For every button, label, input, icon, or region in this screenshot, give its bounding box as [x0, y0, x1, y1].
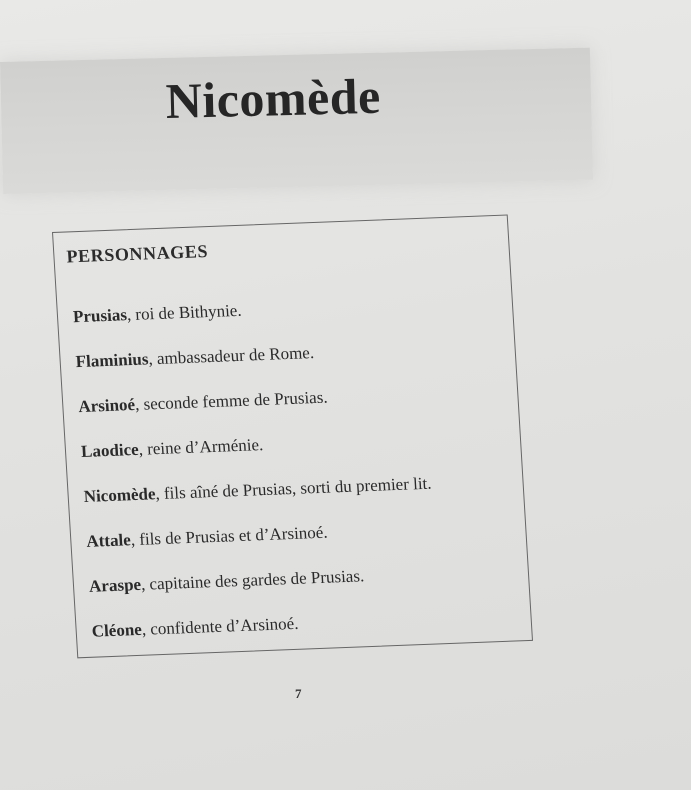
- character-description: , ambassadeur de Rome.: [147, 343, 315, 369]
- cast-heading: PERSONNAGES: [65, 241, 209, 267]
- character-description: , reine d’Arménie.: [138, 435, 264, 459]
- page-number: 7: [295, 686, 302, 701]
- character-description: , capitaine des gardes de Prusias.: [140, 566, 365, 594]
- character-description: , roi de Bithynie.: [126, 300, 243, 325]
- character-name: Laodice: [80, 439, 140, 462]
- character-name: Araspe: [88, 574, 142, 596]
- character-description: , confidente d’Arsinoé.: [141, 613, 299, 639]
- character-description: , seconde femme de Prusias.: [134, 387, 329, 414]
- character-description: , fils aîné de Prusias, sorti du premier lit.: [154, 473, 433, 504]
- character-name: Nicomède: [83, 484, 157, 506]
- character-name: Prusias: [72, 305, 128, 327]
- character-name: Flaminius: [75, 349, 149, 372]
- character-description: , fils de Prusias et d’Arsinoé.: [130, 522, 329, 550]
- character-name: Cléone: [91, 619, 143, 641]
- character-name: Arsinoé: [77, 394, 136, 417]
- cast-list-box: [52, 214, 533, 658]
- play-title: Nicomède: [165, 67, 382, 129]
- cast-list: [72, 294, 441, 667]
- character-name: Attale: [85, 530, 132, 551]
